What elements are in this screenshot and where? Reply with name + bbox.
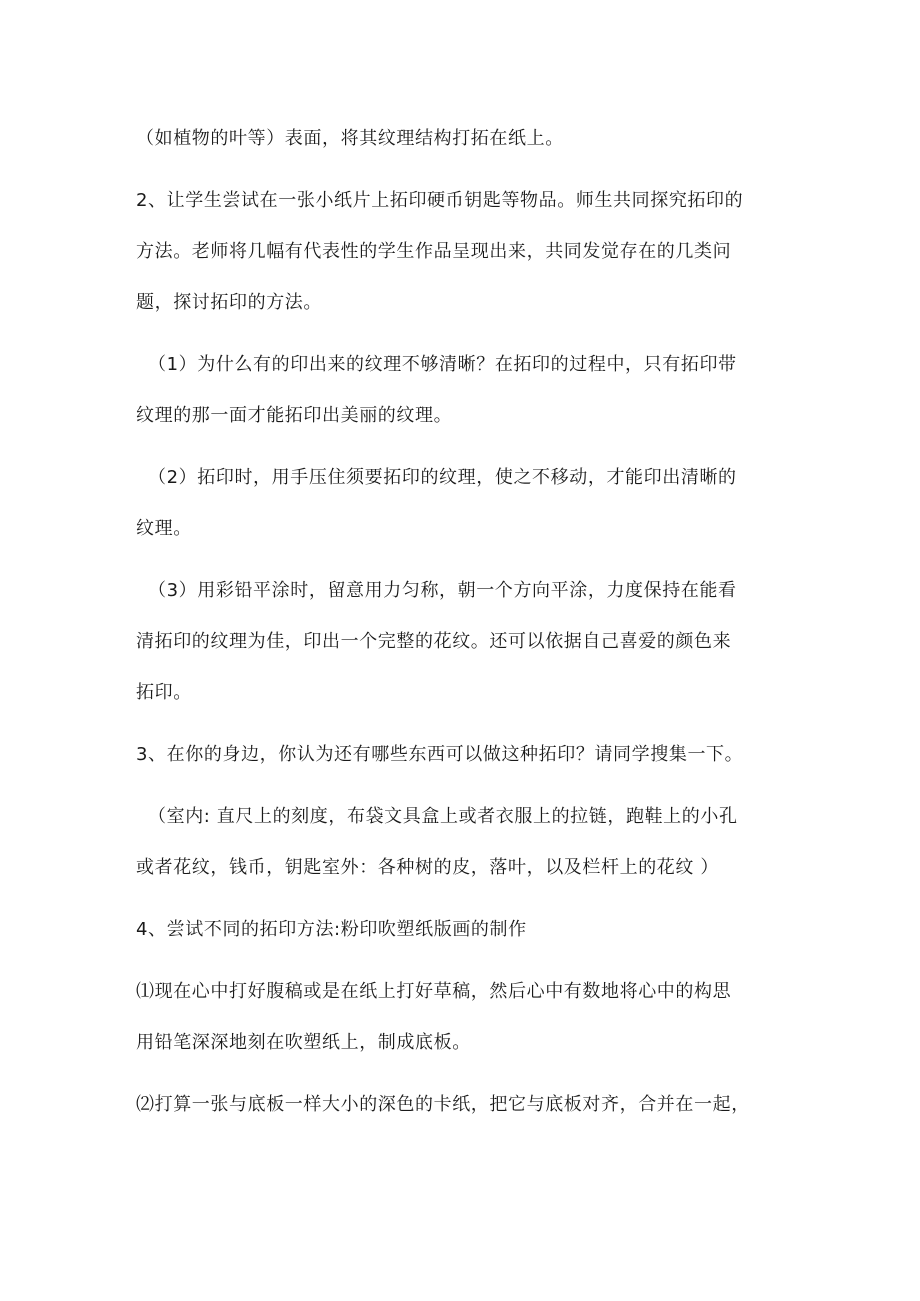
text-line: 3、在你的身边，你认为还有哪些东西可以做这种拓印？请同学搜集一下。 bbox=[136, 744, 744, 765]
text-line: 方法。老师将几幅有代表性的学生作品呈现出来，共同发觉存在的几类问 bbox=[136, 241, 732, 262]
text-line: 或者花纹，钱币，钥匙室外：各种树的皮，落叶，以及栏杆上的花纹 ） bbox=[136, 857, 719, 878]
text-line: 纹理。 bbox=[136, 518, 192, 539]
text-line: 拓印。 bbox=[136, 682, 192, 703]
text-line: （1）为什么有的印出来的纹理不够清晰？在拓印的过程中，只有拓印带 bbox=[148, 354, 737, 375]
text-line: 清拓印的纹理为佳，印出一个完整的花纹。还可以依据自己喜爱的颜色来 bbox=[136, 631, 732, 652]
text-line: （室内: 直尺上的刻度，布袋文具盒上或者衣服上的拉链，跑鞋上的小孔 bbox=[148, 806, 738, 827]
text-line: 4、尝试不同的拓印方法:粉印吹塑纸版画的制作 bbox=[136, 919, 527, 940]
text-line: 用铅笔深深地刻在吹塑纸上，制成底板。 bbox=[136, 1032, 471, 1053]
text-line: ⑵打算一张与底板一样大小的深色的卡纸，把它与底板对齐，合并在一起， bbox=[136, 1094, 750, 1115]
text-line: （3）用彩铅平涂时，留意用力匀称，朝一个方向平涂，力度保持在能看 bbox=[148, 580, 737, 601]
text-line: 2、让学生尝试在一张小纸片上拓印硬币钥匙等物品。师生共同探究拓印的 bbox=[136, 190, 744, 211]
text-line: 题，探讨拓印的方法。 bbox=[136, 292, 322, 313]
text-line: （2）拓印时，用手压住须要拓印的纹理，使之不移动，才能印出清晰的 bbox=[148, 467, 737, 488]
text-line: 纹理的那一面才能拓印出美丽的纹理。 bbox=[136, 405, 453, 426]
text-line: ⑴现在心中打好腹稿或是在纸上打好草稿，然后心中有数地将心中的构思 bbox=[136, 981, 732, 1002]
text-line: （如植物的叶等）表面，将其纹理结构打拓在纸上。 bbox=[136, 128, 564, 149]
